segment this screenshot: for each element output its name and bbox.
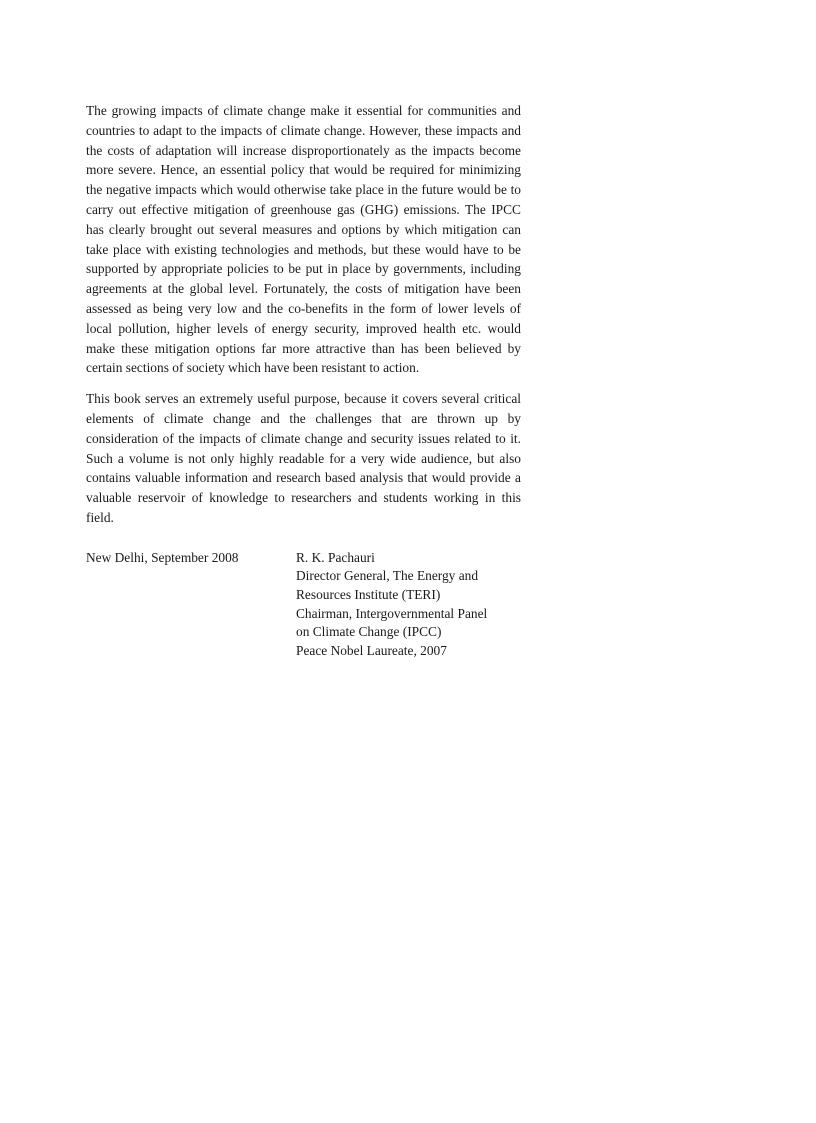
signatory-title-line-1: Director General, The Energy and (296, 568, 479, 584)
foreword-paragraph-1: The growing impacts of climate change make it essential for communities and countries to adapt to the impacts of climate change. However, these impacts and the costs of adaptation will increase disproportionately as the impacts become more severe. Hence, an essential policy that would be required for minimizing the negative impacts which would otherwise take place in the future would be to carry out effective mitigation of greenhouse gas (GHG) emissions. The IPCC has clearly brought out several measures and options by which mitigation can take place with existing technologies and methods, but these would have to be supported by appropriate policies to be put in place by governments, including agreements at the global level. Fortunately, the costs of mitigation have been assessed as being very low and the co-benefits in the form of lower levels of local pollution, higher levels of energy security, improved health etc. would make these mitigation options far more attractive than has been believed by certain sections of society which have been resistant to action. (86, 103, 521, 376)
signatory-title-line-3: Chairman, Intergovernmental Panel (296, 605, 488, 621)
signatory-title-line-4: on Climate Change (IPCC) (296, 624, 442, 640)
signatory-award: Peace Nobel Laureate, 2007 (296, 642, 447, 658)
signatory-title-line-2: Resources Institute (TERI) (296, 586, 441, 602)
foreword-body (86, 101, 521, 660)
foreword-paragraph-2: This book serves an extremely useful purpose, because it covers several critical elements of climate change and the challenges that are thrown up by consideration of the impacts of climate change and security issues related to it. Such a volume is not only highly readable for a very wide audience, but also contains valuable information and research based analysis that would provide a valuable reservoir of knowledge to researchers and students working in this field. (86, 391, 521, 525)
signatory-name: R. K. Pachauri (296, 549, 375, 565)
place-date: New Delhi, September 2008 (86, 549, 239, 565)
signatory (296, 549, 487, 661)
signature-block (86, 549, 521, 661)
